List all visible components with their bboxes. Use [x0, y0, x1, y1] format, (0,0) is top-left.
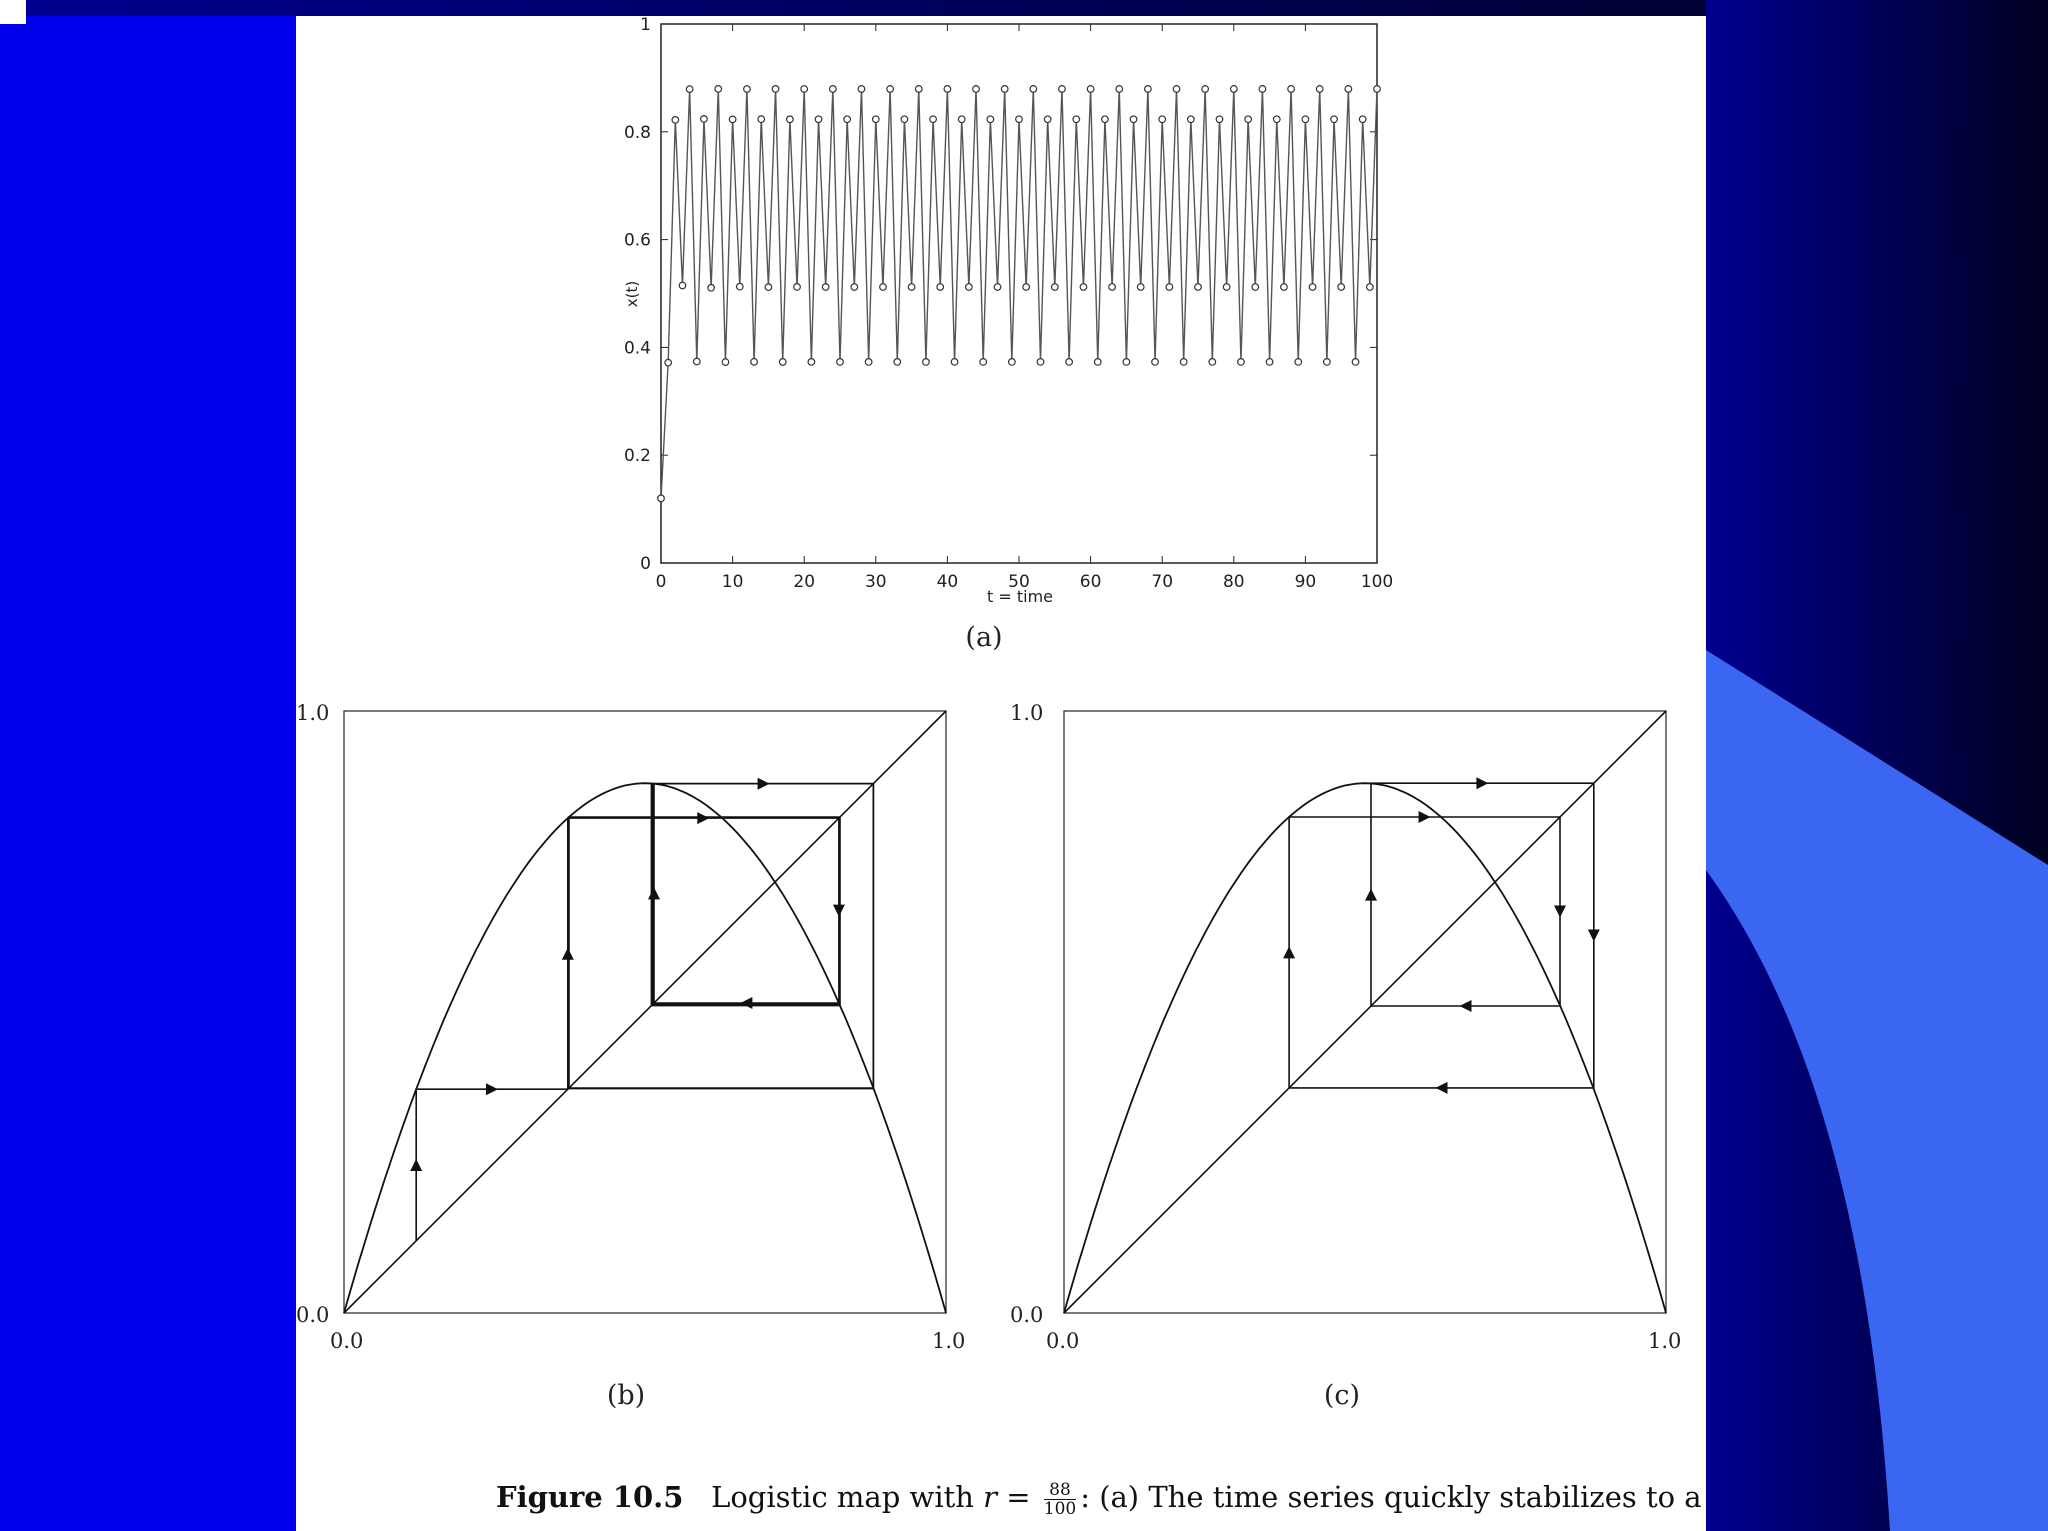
cobweb-arrow	[648, 887, 660, 899]
data-point	[1145, 86, 1152, 93]
data-point	[1030, 86, 1037, 93]
data-point	[1116, 86, 1123, 93]
data-point	[1374, 86, 1381, 93]
y-tick-label: 0.6	[623, 230, 651, 251]
data-point	[1331, 116, 1338, 123]
panel-label-a: (a)	[965, 622, 1003, 653]
data-point	[844, 116, 851, 123]
data-point	[1094, 359, 1101, 366]
cobweb-b-diagonal	[344, 711, 946, 1313]
data-point	[1016, 116, 1023, 123]
data-point	[1209, 359, 1216, 366]
x-tick-label: 50	[1008, 572, 1030, 592]
caption-text-before: Logistic map with	[711, 1480, 974, 1514]
data-point	[1102, 116, 1109, 123]
data-point	[1202, 86, 1209, 93]
y-axis-label: x(t)	[623, 280, 641, 308]
data-point	[858, 86, 865, 93]
data-point	[1367, 284, 1374, 291]
x-tick-label: 90	[1294, 572, 1317, 592]
data-point	[679, 282, 686, 289]
cobweb-arrow	[1554, 906, 1566, 918]
data-point	[1087, 86, 1094, 93]
data-point	[1259, 86, 1266, 93]
data-point	[1245, 116, 1252, 123]
data-point	[1266, 359, 1273, 366]
data-point	[822, 284, 829, 291]
data-point	[1066, 359, 1073, 366]
cobweb-panel-b	[296, 701, 965, 1411]
x-tick-label: 20	[793, 572, 816, 592]
figure-canvas	[296, 16, 1706, 1531]
cobweb-arrow	[486, 1083, 498, 1095]
cobweb-c-parabola	[1064, 783, 1666, 1313]
data-point	[944, 86, 951, 93]
data-point	[744, 86, 751, 93]
cobweb-panel-c	[1010, 701, 1681, 1411]
data-point	[1166, 284, 1173, 291]
data-point	[1345, 86, 1352, 93]
data-point	[1080, 284, 1087, 291]
data-point	[1288, 86, 1295, 93]
data-point	[658, 495, 665, 502]
x-tick-label: 0	[655, 572, 667, 592]
cobweb-c-xmax-label: 1.0	[1648, 1329, 1682, 1353]
cobweb-arrow	[1419, 811, 1431, 823]
data-point	[1223, 284, 1230, 291]
data-point	[694, 358, 701, 365]
data-point	[1001, 86, 1008, 93]
x-axis-label: t = time	[987, 587, 1053, 606]
data-point	[1123, 359, 1130, 366]
data-point	[894, 359, 901, 366]
data-point	[873, 116, 880, 123]
time-series-frame	[661, 24, 1377, 563]
cobweb-arrow	[1436, 1082, 1448, 1094]
data-point	[708, 284, 715, 291]
caption-equals: =	[1006, 1480, 1031, 1514]
cobweb-c-ymax-label: 1.0	[1010, 701, 1044, 725]
data-point	[758, 116, 765, 123]
panel-label-c: (c)	[1323, 1380, 1361, 1411]
y-tick-label: 0	[640, 554, 651, 574]
data-point	[958, 116, 965, 123]
data-point	[951, 359, 958, 366]
data-point	[830, 86, 837, 93]
cobweb-arrow	[1460, 1000, 1472, 1012]
data-point	[751, 359, 758, 366]
y-tick-label: 1	[640, 16, 651, 35]
data-point	[887, 86, 894, 93]
data-point	[715, 86, 722, 93]
data-point	[851, 284, 858, 291]
data-point	[1309, 284, 1316, 291]
y-tick-label: 0.2	[623, 446, 651, 467]
data-point	[1324, 359, 1331, 366]
data-point	[937, 284, 944, 291]
x-tick-label: 100	[1360, 572, 1394, 592]
data-point	[736, 283, 743, 290]
data-point	[779, 359, 786, 366]
data-point	[1302, 116, 1309, 123]
data-point	[1009, 359, 1016, 366]
data-point	[1281, 284, 1288, 291]
caption-frac-num: 88	[1044, 1481, 1076, 1500]
data-point	[722, 359, 729, 366]
cobweb-arrow	[562, 948, 574, 960]
data-point	[865, 359, 872, 366]
data-point	[1338, 284, 1345, 291]
data-point	[1316, 86, 1323, 93]
data-point	[1059, 86, 1066, 93]
cobweb-arrow	[833, 905, 845, 917]
panel-label-b: (b)	[606, 1380, 646, 1411]
caption-text-after: : (a) The time series quickly stabilizes to a	[1080, 1480, 1702, 1514]
caption-fraction	[1044, 1481, 1076, 1518]
x-tick-label: 60	[1079, 572, 1102, 592]
data-point	[1231, 86, 1238, 93]
data-point	[801, 86, 808, 93]
x-tick-label: 80	[1222, 572, 1245, 592]
cobweb-arrow	[1476, 777, 1488, 789]
y-tick-label: 0.4	[623, 338, 651, 359]
x-tick-label: 70	[1151, 572, 1174, 592]
time-series-ticks	[624, 16, 1393, 592]
data-point	[765, 284, 772, 291]
data-point	[672, 117, 679, 124]
cobweb-c-ymin-label: 0.0	[1010, 1303, 1044, 1327]
cobweb-b-xmax-label: 1.0	[932, 1329, 966, 1353]
y-tick-label: 0.8	[623, 122, 651, 143]
data-point	[1073, 116, 1080, 123]
data-point	[1173, 86, 1180, 93]
data-point	[915, 86, 922, 93]
data-point	[1044, 116, 1051, 123]
data-point	[994, 284, 1001, 291]
data-point	[772, 86, 779, 93]
data-point	[1137, 284, 1144, 291]
data-point	[665, 359, 672, 366]
cobweb-b-arrows	[410, 778, 845, 1171]
data-point	[930, 116, 937, 123]
x-tick-label: 40	[936, 572, 959, 592]
data-point	[787, 116, 794, 123]
data-point	[1195, 284, 1202, 291]
figure-page	[296, 16, 1706, 1531]
data-point	[808, 359, 815, 366]
data-point	[923, 359, 930, 366]
cobweb-arrow	[740, 997, 752, 1009]
data-point	[1252, 284, 1259, 291]
data-point	[1216, 116, 1223, 123]
caption-figure-number: Figure 10.5	[496, 1480, 684, 1514]
data-point	[701, 116, 708, 123]
cobweb-arrow	[1588, 930, 1600, 942]
data-point	[1037, 359, 1044, 366]
data-point	[1159, 116, 1166, 123]
data-point	[729, 116, 736, 123]
time-series-panel	[623, 16, 1393, 653]
caption-r-symbol: r	[983, 1480, 998, 1514]
data-point	[1188, 116, 1195, 123]
cobweb-c-xmin-label: 0.0	[1046, 1329, 1080, 1353]
data-point	[1295, 359, 1302, 366]
x-tick-label: 10	[721, 572, 744, 592]
cobweb-arrow	[1365, 889, 1377, 901]
data-point	[987, 116, 994, 123]
data-point	[908, 284, 915, 291]
data-point	[1352, 359, 1359, 366]
data-point	[1109, 284, 1116, 291]
data-point	[973, 86, 980, 93]
data-point	[1238, 359, 1245, 366]
figure-caption	[496, 1480, 1706, 1518]
data-point	[1180, 359, 1187, 366]
data-point	[966, 284, 973, 291]
cobweb-b-xmin-label: 0.0	[330, 1329, 364, 1353]
x-tick-label: 30	[864, 572, 887, 592]
caption-frac-den: 100	[1043, 1498, 1077, 1519]
data-point	[1359, 116, 1366, 123]
data-point	[837, 359, 844, 366]
cobweb-arrow	[697, 812, 709, 824]
data-point	[794, 284, 801, 291]
data-point	[815, 116, 822, 123]
data-point	[880, 284, 887, 291]
data-point	[1052, 284, 1059, 291]
cobweb-arrow	[1283, 946, 1295, 958]
cobweb-arrow	[410, 1159, 422, 1171]
data-point	[686, 86, 693, 93]
cobweb-arrow	[758, 778, 770, 790]
data-point	[1130, 116, 1137, 123]
cobweb-b-ymin-label: 0.0	[296, 1303, 330, 1327]
cobweb-c-diagonal	[1064, 711, 1666, 1313]
data-point	[1273, 116, 1280, 123]
data-point	[980, 359, 987, 366]
time-series-line	[661, 89, 1377, 498]
data-point	[1152, 359, 1159, 366]
data-point	[901, 116, 908, 123]
data-point	[1023, 284, 1030, 291]
cobweb-b-ymax-label: 1.0	[296, 701, 330, 725]
cobweb-b-parabola	[344, 783, 946, 1313]
